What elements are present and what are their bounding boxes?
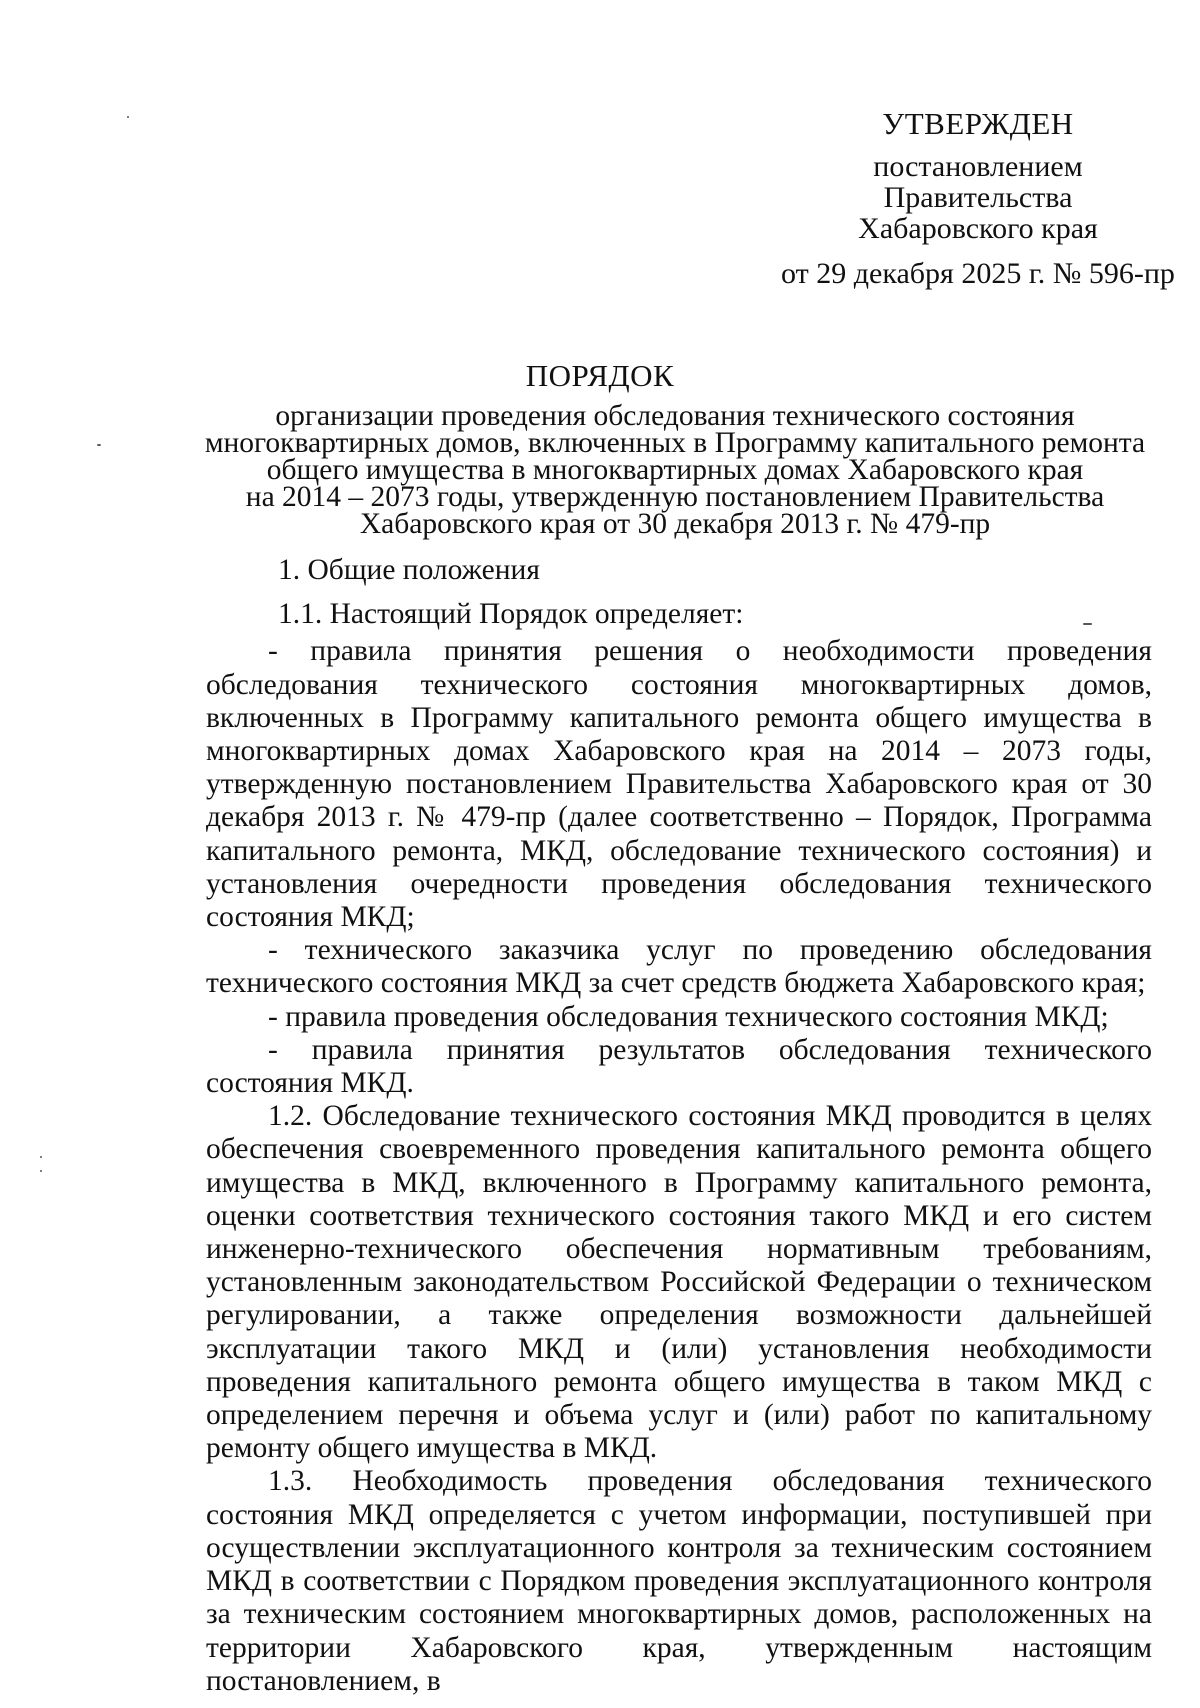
approval-title: УТВЕРЖДЕН (882, 106, 1074, 141)
document-title: ПОРЯДОК (525, 358, 675, 393)
paragraph-1-1: 1.1. Настоящий Порядок определяет: (278, 598, 744, 631)
subtitle-line: на 2014 – 2073 годы, утвержденную постановлением Правительства (245, 481, 1105, 513)
approval-line-1: постановлением (873, 150, 1083, 183)
scan-speck (40, 1170, 42, 1172)
subtitle-line: многоквартирных домов, включенных в Программу капитального ремонта (204, 427, 1146, 459)
document-body (206, 554, 1152, 1698)
bullet-item: - правила принятия решения о необходимости проведения обследования технического состояния многоквартирных домов, включенных в Программу капитального ремонта общего имущества в многоквартирных домах Хабаровского края на 2014 – 2073 годы, утвержденную постановлением Правительства Хабаровского края от 30 декабря 2013 г. № 479-пр (далее соответственно – Порядок, Программа капитального ремонта, МКД, обследование технического состояния) и установления очередности проведения обследования технического состояния МКД; (206, 635, 1152, 934)
paragraph-1-3: 1.3. Необходимость проведения обследования технического состояния МКД определяется с учетом информации, поступившей при осуществлении эксплуатационного контроля за техническим состоянием МКД в соответствии с Порядком проведения эксплуатационного контроля за техническим состоянием многоквартирных домов, расположенных на территории Хабаровского края, утвержденным настоящим постановлением, в (206, 1465, 1152, 1697)
subtitle-line: общего имущества в многоквартирных домах Хабаровского края (266, 454, 1084, 486)
section-heading: 1. Общие положения (278, 554, 540, 586)
scan-speck (97, 444, 101, 446)
document-subtitle (200, 400, 1150, 540)
subtitle-line: Хабаровского края от 30 декабря 2013 г. № 479-пр (359, 508, 991, 540)
scan-speck (127, 116, 129, 118)
approval-line-2: Правительства (883, 181, 1073, 214)
approval-line-3: Хабаровского края (858, 212, 1098, 245)
scan-speck (1083, 623, 1092, 625)
approval-date: от 29 декабря 2025 г. № 596-пр (781, 257, 1175, 290)
bullet-item: - правила проведения обследования технического состояния МКД; (268, 1000, 1109, 1033)
bullet-item: - технического заказчика услуг по проведению обследования технического состояния МКД за счет средств бюджета Хабаровского края; (206, 934, 1152, 1000)
paragraph-1-2: 1.2. Обследование технического состояния МКД проводится в целях обеспечения своевременного проведения капитального ремонта общего имущества в МКД, включенного в Программу капитального ремонта, оценки соответствия технического состояния такого МКД и его систем инженерно-технического обеспечения нормативным требованиям, установленным законодательством Российской Федерации о техническом регулировании, а также определения возможности дальнейшей эксплуатации такого МКД и (или) установления необходимости проведения капитального ремонта общего имущества в таком МКД с определением перечня и объема услуг и (или) работ по капитальному ремонту общего имущества в МКД. (206, 1100, 1152, 1465)
subtitle-line: организации проведения обследования технического состояния (275, 400, 1075, 432)
approval-stamp-block (748, 108, 1200, 289)
scan-speck (40, 1156, 42, 1158)
bullet-item: - правила принятия результатов обследования технического состояния МКД. (206, 1033, 1152, 1100)
